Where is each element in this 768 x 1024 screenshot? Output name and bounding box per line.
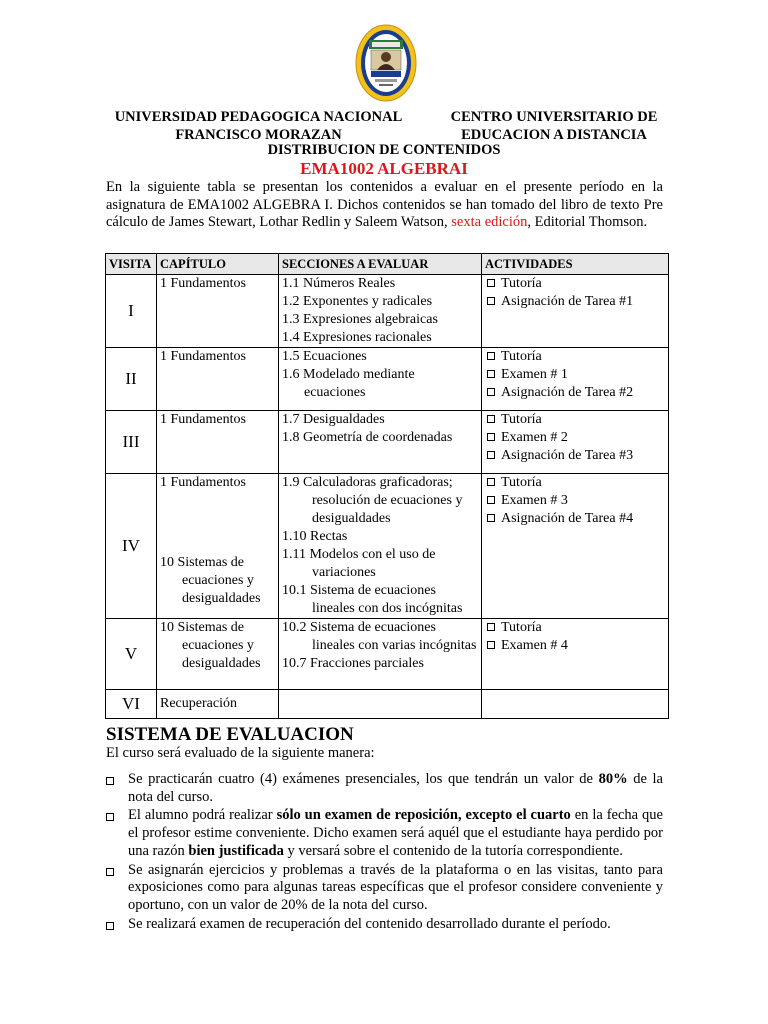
col-header-chapter: CAPÍTULO [157,254,279,275]
evaluation-list [106,771,663,933]
checkbox-icon [487,370,495,378]
table-row [106,411,669,474]
checkbox-icon [487,433,495,441]
checkbox-icon [106,922,114,930]
checkbox-icon [487,514,495,522]
checkbox-icon [487,415,495,423]
table-row [106,690,669,719]
list-item: El alumno podrá realizar sólo un examen de reposición, excepto el cuarto en la fecha que el profesor estime conveniente. Dicho examen será aquél que el estudiante haya perdido por una razón bien justificada y versará sobre el contenido de la tutoría correspondiente. [106,807,663,860]
visit-cell: VI [106,690,157,719]
chapter-cell: 10 Sistemas de ecuaciones y desigualdades [157,619,279,690]
list-item: Se asignarán ejercicios y problemas a través de la plataforma o en las visitas, tanto para exposiciones como para algunas tareas específicas que el profesor considere conveniente y oportuno, con un valor de 20% de la nota del curso. [106,862,663,915]
visit-cell: I [106,275,157,348]
activities-cell [482,690,669,719]
table-row [106,619,669,690]
list-item: Se practicarán cuatro (4) exámenes presenciales, los que tendrán un valor de 80% de la nota del curso. [106,771,663,806]
activities-cell: Tutoría Examen # 4 [482,619,669,690]
chapter-cell: 1 Fundamentos 10 Sistemas de ecuaciones y desigualdades [157,474,279,619]
col-header-visit: VISITA [106,254,157,275]
course-code-title: EMA1002 ALGEBRAI [300,159,468,178]
sections-cell: 1.5 Ecuaciones 1.6 Modelado mediante ecuaciones [279,348,482,411]
visit-cell: IV [106,474,157,619]
table-row [106,275,669,348]
table-header-row [106,254,669,275]
table-row [106,348,669,411]
checkbox-icon [487,297,495,305]
university-name: UNIVERSIDAD PEDAGOGICA NACIONAL FRANCISCO MORAZAN [114,109,403,143]
contents-table [105,253,669,719]
intro-paragraph: En la siguiente tabla se presentan los contenidos a evaluar en el presente período en la asignatura de EMA1002 ALGEBRA I. Dichos contenidos se han tomado del libro de texto Pre cálculo de James Stewart, Lothar Redlin y Saleem Watson, sexta edición, Editorial Thomson. [106,179,663,231]
visit-cell: III [106,411,157,474]
visit-cell: II [106,348,157,411]
checkbox-icon [487,641,495,649]
table-row [106,474,669,619]
sections-cell: 1.7 Desigualdades 1.8 Geometría de coordenadas [279,411,482,474]
chapter-cell: Recuperación [157,690,279,719]
activities-cell: Tutoría Examen # 2 Asignación de Tarea #3 [482,411,669,474]
checkbox-icon [487,623,495,631]
col-header-sections: SECCIONES A EVALUAR [279,254,482,275]
sections-cell: 10.2 Sistema de ecuaciones lineales con varias incógnitas 10.7 Fracciones parciales [279,619,482,690]
checkbox-icon [487,388,495,396]
checkbox-icon [487,279,495,287]
checkbox-icon [487,496,495,504]
chapter-cell: 1 Fundamentos [157,348,279,411]
evaluation-intro: El curso será evaluado de la siguiente manera: [106,745,375,761]
checkbox-icon [106,777,114,785]
university-seal-logo [355,24,417,102]
checkbox-icon [106,813,114,821]
document-title: DISTRIBUCION DE CONTENIDOS [267,142,501,158]
sections-cell: 1.9 Calculadoras graficadoras; resolución de ecuaciones y desigualdades 1.10 Rectas 1.11 Modelos con el uso de variaciones 10.1 Sistema de ecuaciones lineales con dos incógnitas [279,474,482,619]
chapter-cell: 1 Fundamentos [157,275,279,348]
edition-highlight: sexta edición [451,214,528,231]
checkbox-icon [487,478,495,486]
sections-cell [279,690,482,719]
checkbox-icon [487,352,495,360]
activities-cell: Tutoría Asignación de Tarea #1 [482,275,669,348]
list-item: Se realizará examen de recuperación del contenido desarrollado durante el período. [106,916,663,934]
visit-cell: V [106,619,157,690]
checkbox-icon [106,868,114,876]
activities-cell: Tutoría Examen # 1 Asignación de Tarea #2 [482,348,669,411]
evaluation-title: SISTEMA DE EVALUACION [106,724,354,745]
activities-cell: Tutoría Examen # 3 Asignación de Tarea #4 [482,474,669,619]
col-header-activities: ACTIVIDADES [482,254,669,275]
chapter-cell: 1 Fundamentos [157,411,279,474]
checkbox-icon [487,451,495,459]
center-name: CENTRO UNIVERSITARIO DE EDUCACION A DISTANCIA [450,109,658,143]
sections-cell: 1.1 Números Reales 1.2 Exponentes y radicales 1.3 Expresiones algebraicas 1.4 Expresiones racionales [279,275,482,348]
